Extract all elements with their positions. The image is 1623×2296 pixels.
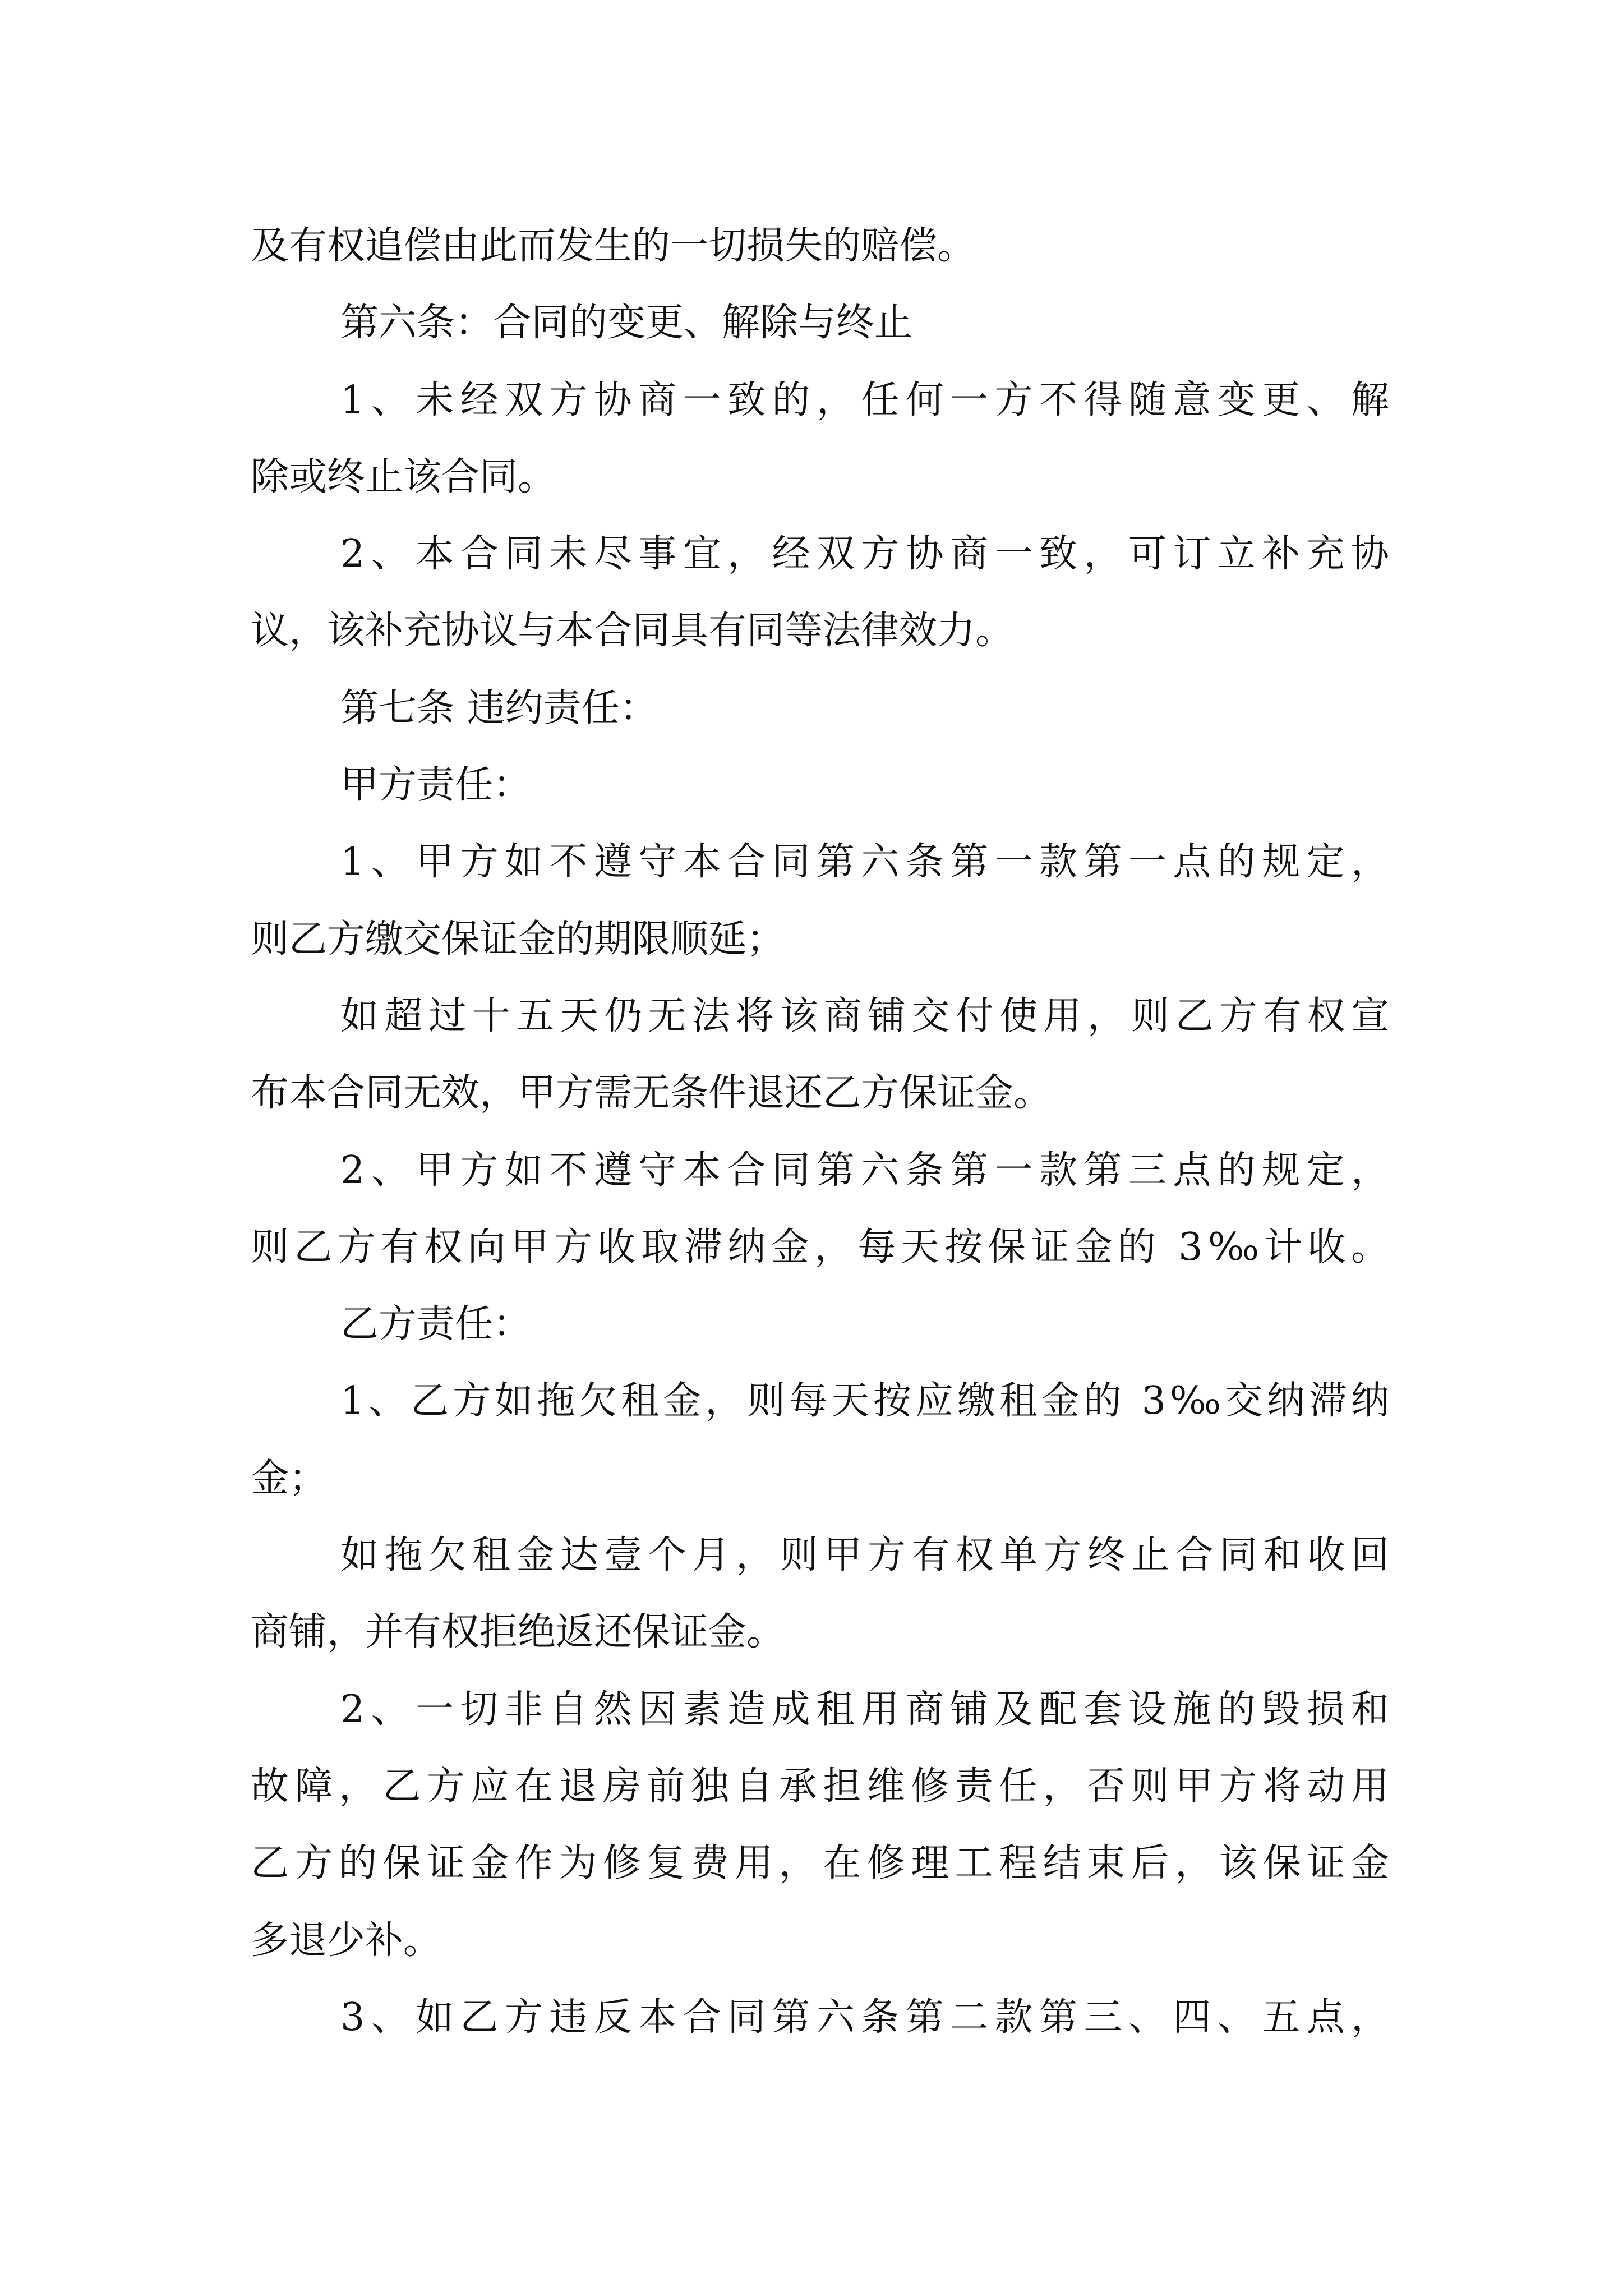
- text-line: 故障，乙方应在退房前独自承担维修责任，否则甲方将动用: [251, 1764, 1389, 1809]
- text-line: 1、乙方如拖欠租金，则每天按应缴租金的 3‰交纳滞纳: [340, 1379, 1389, 1424]
- document-body: [251, 208, 1389, 2056]
- text-line: 议，该补充协议与本合同具有同等法律效力。: [251, 609, 1014, 654]
- text-line: 1、未经双方协商一致的，任何一方不得随意变更、解: [340, 378, 1389, 422]
- text-line: 则乙方缴交保证金的期限顺延；: [251, 917, 785, 961]
- text-line: 甲方责任：: [340, 763, 532, 808]
- text-line: 乙方责任：: [340, 1302, 532, 1347]
- text-line: 如超过十五天仍无法将该商铺交付使用，则乙方有权宣: [340, 993, 1389, 1038]
- text-line: 除或终止该合同。: [251, 454, 556, 499]
- text-line: 乙方的保证金作为修复费用，在修理工程结束后，该保证金: [251, 1841, 1389, 1886]
- text-line: 3、如乙方违反本合同第六条第二款第三、四、五点，: [340, 1995, 1389, 2040]
- text-line: 2、本合同未尽事宜，经双方协商一致，可订立补充协: [340, 532, 1389, 577]
- text-line: 及有权追偿由此而发生的一切损失的赔偿。: [251, 224, 976, 268]
- text-line: 2、一切非自然因素造成租用商铺及配套设施的毁损和: [340, 1687, 1389, 1732]
- text-line: 商铺，并有权拒绝返还保证金。: [251, 1610, 785, 1655]
- text-line: 1、甲方如不遵守本合同第六条第一款第一点的规定，: [340, 840, 1389, 885]
- text-line: 第六条：合同的变更、解除与终止: [340, 301, 913, 346]
- text-line: 则乙方有权向甲方收取滞纳金，每天按保证金的 3‰计收。: [251, 1225, 1389, 1269]
- text-line: 如拖欠租金达壹个月，则甲方有权单方终止合同和收回: [340, 1533, 1389, 1578]
- text-line: 布本合同无效，甲方需无条件退还乙方保证金。: [251, 1071, 1052, 1116]
- text-line: 多退少补。: [251, 1918, 442, 1963]
- text-line: 2、甲方如不遵守本合同第六条第一款第三点的规定，: [340, 1148, 1389, 1193]
- text-line: 金；: [251, 1456, 328, 1501]
- text-line: 第七条 违约责任：: [340, 685, 658, 730]
